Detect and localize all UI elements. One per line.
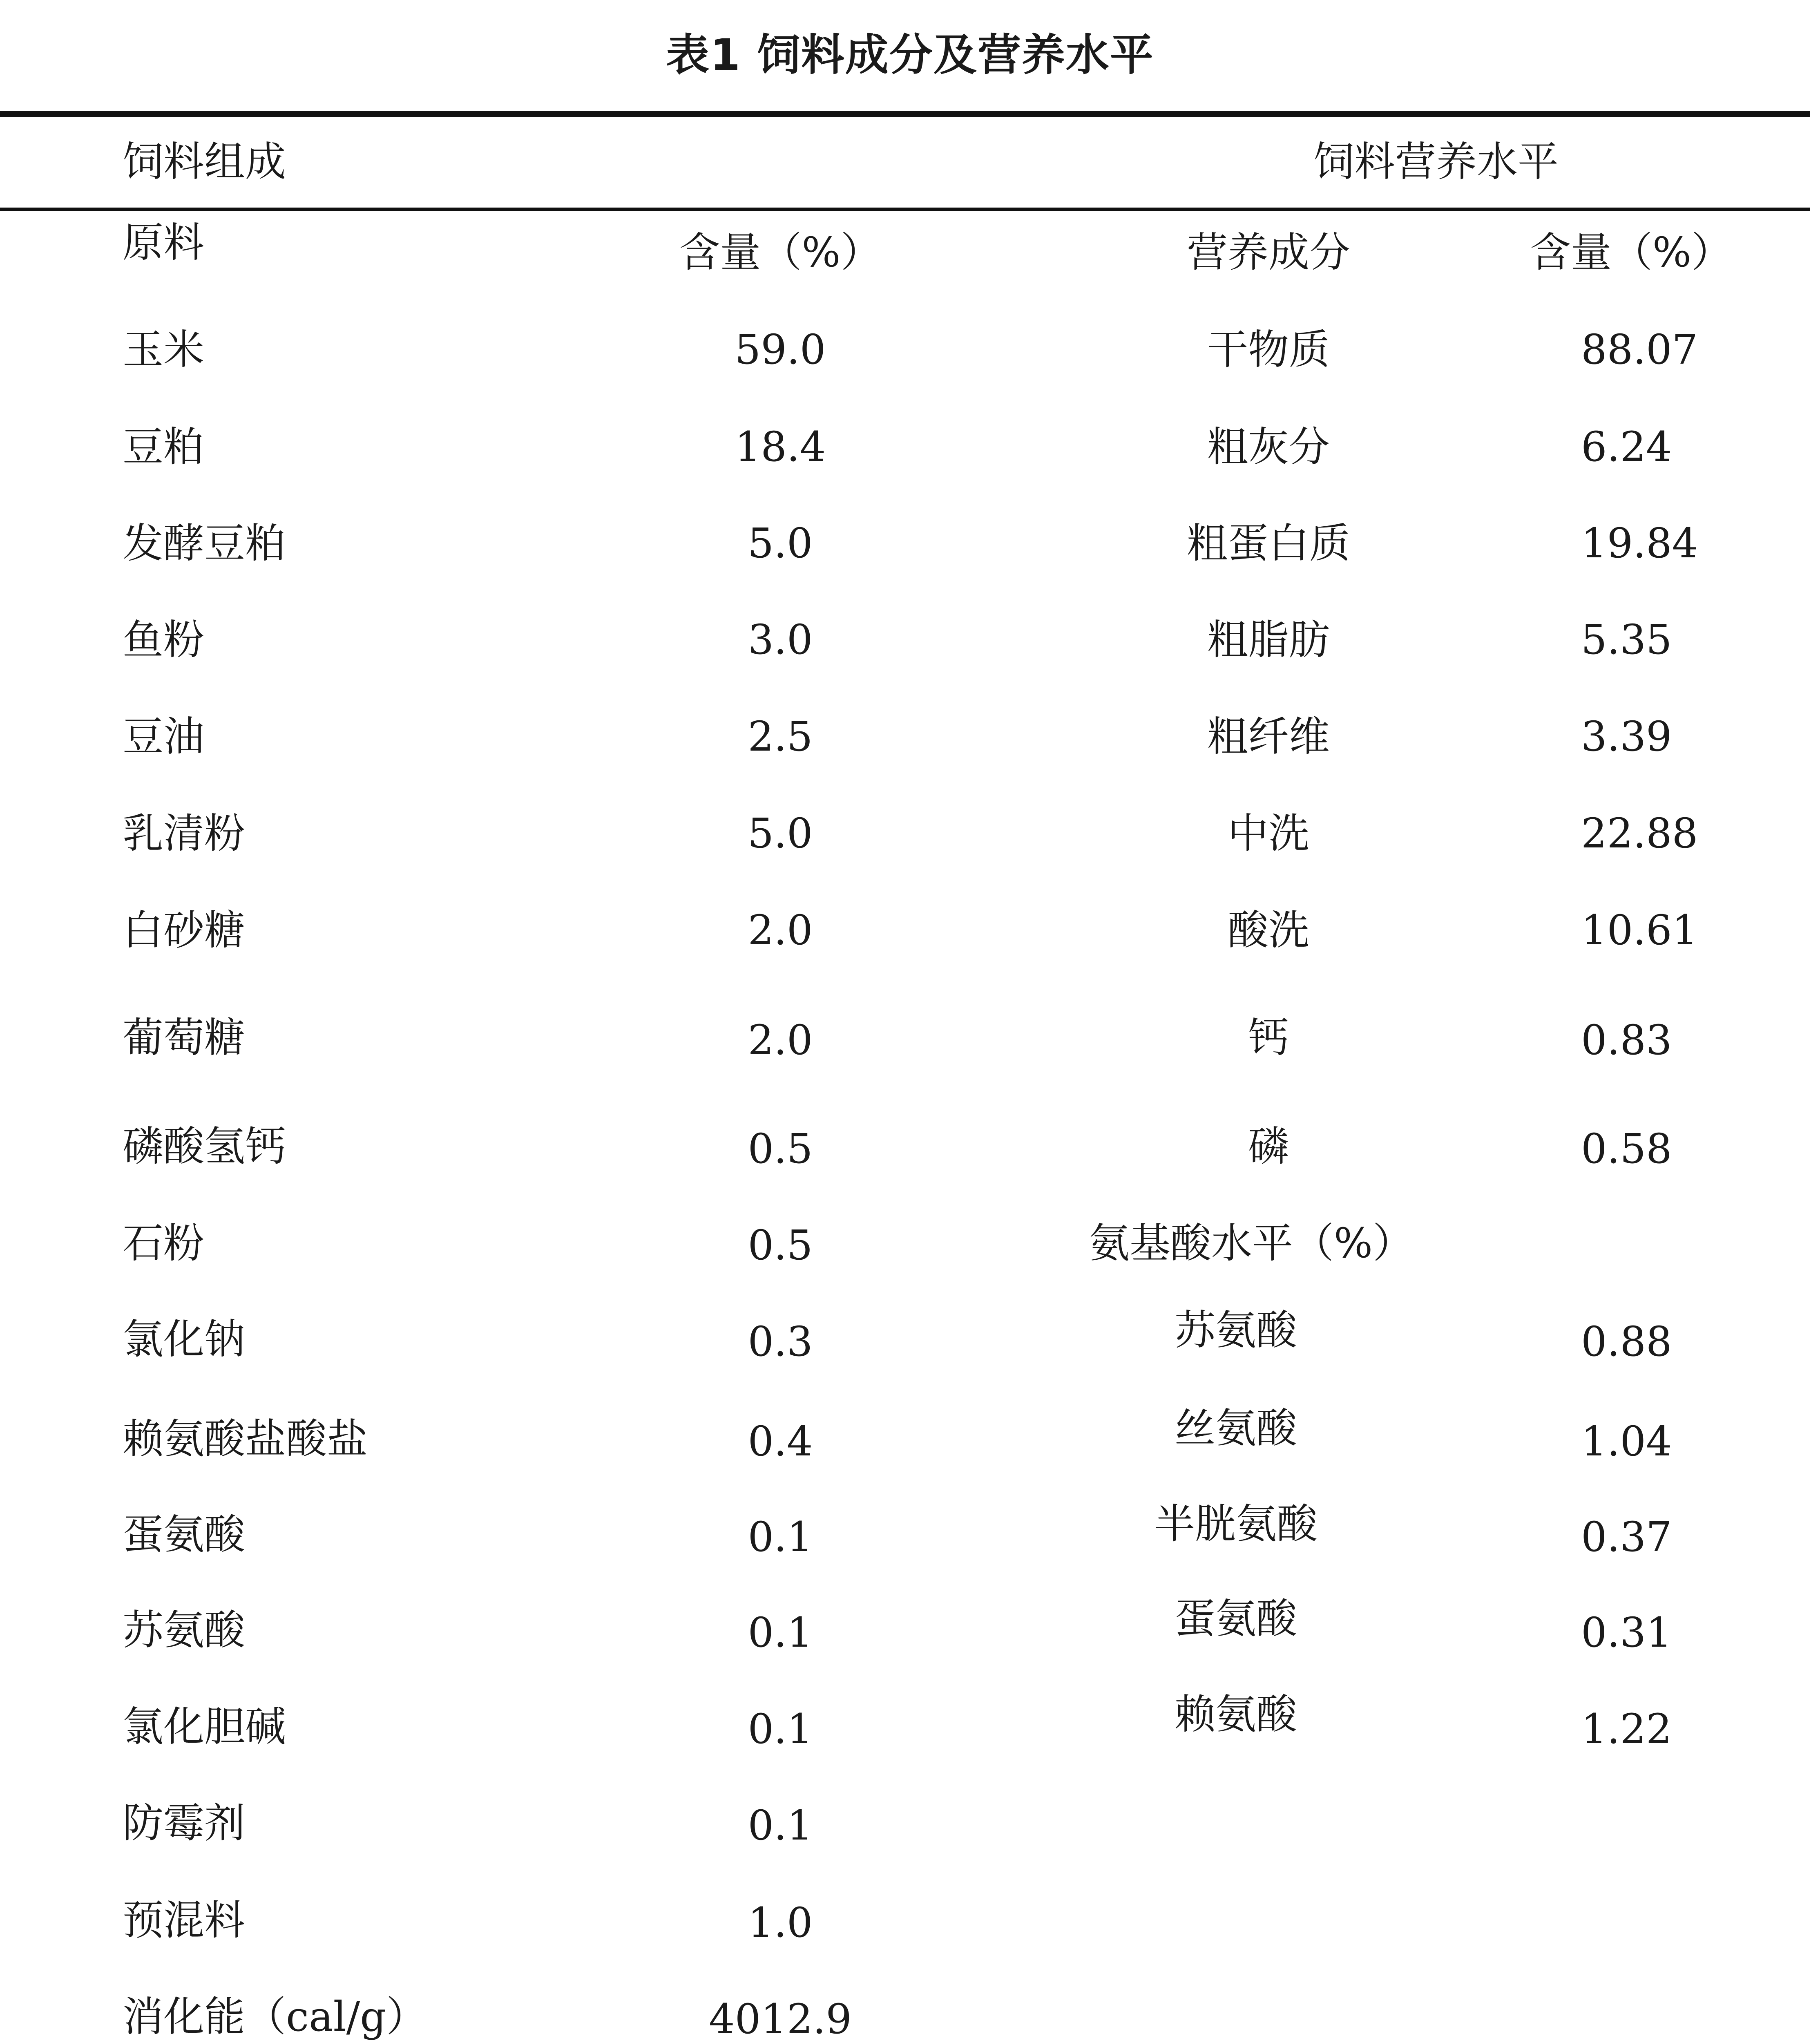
ingredient-name: 消化能（cal/g） xyxy=(123,1993,427,2041)
amino-acid-value: 0.88 xyxy=(1581,1318,1672,1366)
nutrient-value: 0.58 xyxy=(1581,1125,1672,1173)
nutrient-value: 5.35 xyxy=(1581,616,1672,664)
ingredient-name: 赖氨酸盐酸盐 xyxy=(123,1415,368,1463)
table-title: 表1 饲料成分及营养水平 xyxy=(666,30,1154,80)
ingredient-name: 石粉 xyxy=(123,1219,204,1267)
ingredient-name: 苏氨酸 xyxy=(123,1606,245,1654)
ingredient-name: 磷酸氢钙 xyxy=(123,1122,286,1170)
header-nutrition: 饲料营养水平 xyxy=(1313,138,1559,186)
nutrient-value: 10.61 xyxy=(1581,906,1698,954)
ingredient-name: 葡萄糖 xyxy=(123,1014,245,1062)
top-rule xyxy=(0,111,1810,117)
header-rule xyxy=(0,208,1810,211)
nutrient-value: 6.24 xyxy=(1581,423,1672,471)
ingredient-name: 乳清粉 xyxy=(123,809,245,857)
nutrient-value: 19.84 xyxy=(1581,519,1698,567)
ingredient-name: 氯化钠 xyxy=(123,1315,245,1363)
nutrient-value: 88.07 xyxy=(1581,326,1698,373)
ingredient-name: 蛋氨酸 xyxy=(123,1511,245,1558)
ingredient-name: 防霉剂 xyxy=(123,1799,245,1847)
ingredient-name: 鱼粉 xyxy=(123,616,204,664)
ingredient-name: 预混料 xyxy=(123,1896,245,1944)
ingredient-name: 发酵豆粕 xyxy=(123,519,286,567)
ingredient-name: 白砂糖 xyxy=(123,906,245,954)
amino-acid-value: 1.22 xyxy=(1581,1705,1672,1753)
nutrient-value: 22.88 xyxy=(1581,809,1698,857)
subheader-nutrient-content: 含量（%） xyxy=(1530,228,1733,276)
amino-acid-header: 氨基酸水平（%） xyxy=(1089,1219,1414,1267)
amino-acid-value: 0.37 xyxy=(1581,1513,1672,1561)
ingredient-name: 豆油 xyxy=(123,713,204,760)
ingredient-name: 豆粕 xyxy=(123,423,204,471)
nutrient-value: 0.83 xyxy=(1581,1016,1672,1064)
ingredient-name: 氯化胆碱 xyxy=(123,1703,286,1750)
subheader-ingredient: 原料 xyxy=(123,219,204,266)
nutrient-value: 3.39 xyxy=(1581,713,1672,760)
amino-acid-value: 0.31 xyxy=(1581,1609,1672,1656)
amino-acid-value: 1.04 xyxy=(1581,1417,1672,1465)
header-composition: 饲料组成 xyxy=(123,138,286,186)
ingredient-name: 玉米 xyxy=(123,326,204,373)
